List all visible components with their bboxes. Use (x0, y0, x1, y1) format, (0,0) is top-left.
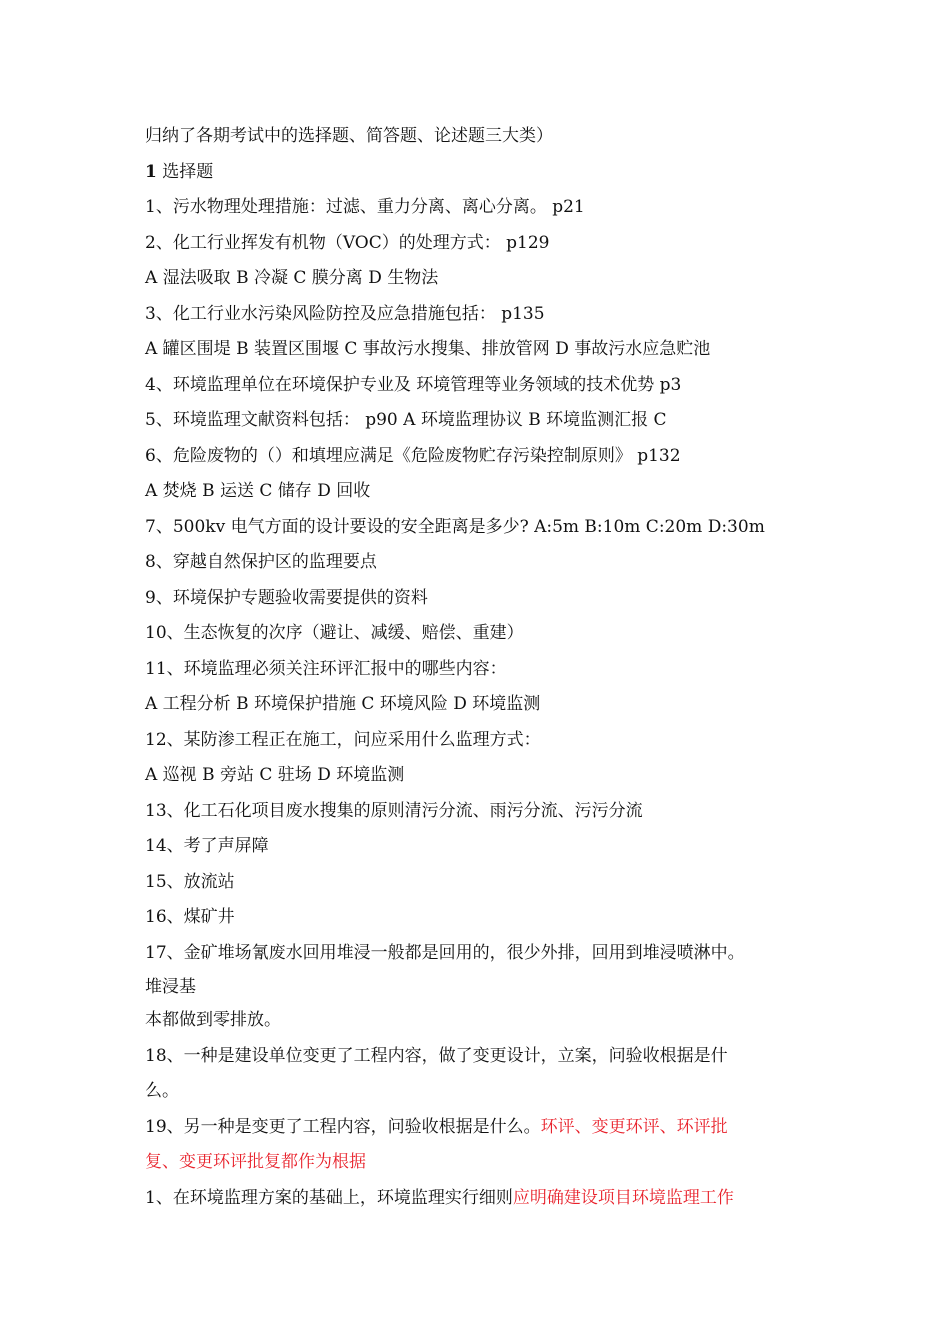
text-line: 2、化工行业挥发有机物（VOC）的处理方式： p129 (145, 232, 550, 253)
text-line: 7、500kv 电气方面的设计要设的安全距离是多少? A:5m B:10m C:20m D:30m (145, 516, 765, 537)
text-line: 17、金矿堆场氰废水回用堆浸一般都是回用的，很少外排，回用到堆浸喷淋中。 (145, 942, 745, 963)
q19-text: 19、另一种是变更了工程内容，问验收根据是什么。 (145, 1116, 541, 1137)
section-title: 选择题 (156, 161, 214, 182)
text-line: 本都做到零排放。 (145, 1010, 281, 1030)
last-line (145, 1181, 815, 1217)
last-highlight: 应明确建设项目环境监理工作 (512, 1187, 734, 1208)
q19-highlight-a: 环评、变更环评、环评批 (540, 1116, 728, 1137)
text-line: 1、污水物理处理措施：过滤、重力分离、离心分离。 p21 (145, 197, 585, 217)
q19-line-1 (145, 1110, 815, 1146)
q19-line-2 (145, 1145, 815, 1181)
text-line: 5、环境监理文献资料包括： p90 A 环境监理协议 B 环境监测汇报 C (145, 410, 667, 430)
text-line: A 焚烧 B 运送 C 储存 D 回收 (145, 481, 371, 501)
text-line: 8、穿越自然保护区的监理要点 (145, 552, 377, 572)
intro-line: 归纳了各期考试中的选择题、简答题、论述题三大类） (145, 126, 553, 146)
text-line: A 罐区围堤 B 装置区围堰 C 事故污水搜集、排放管网 D 事故污水应急贮池 (145, 339, 711, 359)
text-line: 13、化工石化项目废水搜集的原则清污分流、雨污分流、污污分流 (145, 800, 643, 821)
text-line: 18、一种是建设单位变更了工程内容，做了变更设计，立案，问验收根据是什 (145, 1045, 728, 1066)
text-line: 6、危险废物的（）和填埋应满足《危险废物贮存污染控制原则》 p132 (145, 445, 681, 466)
text-line: 14、考了声屏障 (145, 836, 269, 856)
document-body (145, 119, 815, 1216)
text-line: 9、环境保护专题验收需要提供的资料 (145, 587, 428, 608)
text-line: 12、某防渗工程正在施工，问应采用什么监理方式： (145, 729, 541, 750)
text-line: A 工程分析 B 环境保护措施 C 环境风险 D 环境监测 (145, 694, 541, 714)
text-line: 3、化工行业水污染风险防控及应急措施包括： p135 (145, 303, 545, 324)
text-line: 15、放流站 (145, 871, 235, 892)
text-line: 4、环境监理单位在环境保护专业及 环境管理等业务领域的技术优势 p3 (145, 374, 682, 395)
text-line: A 湿法吸取 B 冷凝 C 膜分离 D 生物法 (145, 268, 439, 288)
section-number: 1 (145, 161, 157, 182)
text-line: 10、生态恢复的次序（避让、减缓、赔偿、重建） (145, 623, 524, 643)
text-line: A 巡视 B 旁站 C 驻场 D 环境监测 (145, 765, 405, 785)
section-heading (145, 155, 815, 191)
text-line: 11、环境监理必须关注环评汇报中的哪些内容： (145, 658, 507, 679)
text-line: 么。 (145, 1081, 179, 1101)
text-line: 16、煤矿井 (145, 907, 235, 927)
last-text: 1、在环境监理方案的基础上，环境监理实行细则 (145, 1187, 513, 1208)
text-line: 堆浸基 (145, 977, 196, 997)
q19-highlight-b: 复、变更环评批复都作为根据 (145, 1152, 366, 1172)
